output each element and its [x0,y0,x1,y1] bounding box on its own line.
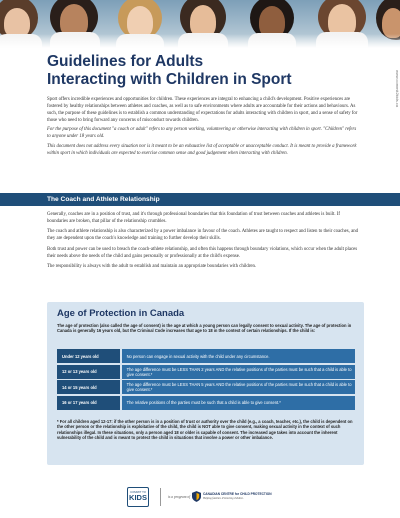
logo-small-text: COMMIT TO [130,490,146,494]
age-cell: 16 or 17 years old [57,396,120,410]
section-body [47,212,360,274]
section-header [0,193,400,206]
title-line-1: Guidelines for Adults [47,53,204,70]
footer [0,480,400,518]
age-table [57,349,355,411]
logo-big-text: KIDS [129,493,147,502]
rule-cell: The age difference must be LESS THAN 5 years AND the relative positions of the parties must be such that a child is able to give consent.* [122,380,355,394]
table-row [57,365,355,379]
rule-cell: The age difference must be LESS THAN 2 years AND the relative positions of the parties must be such that a child is able to give consent.* [122,365,355,379]
rule-cell: The relative positions of the parties must be such that a child is able to give consent.* [122,396,355,410]
body-paragraph: Both trust and power can be used to breach the coach-athlete relationship, and often this happens through boundary violations, which occur when the adult places their needs above the needs of the child and gains personally or professionally at the child's expense. [47,246,358,259]
body-paragraph: The responsibility is always with the adult to establish and maintain an appropriate boundaries with children. [47,263,257,269]
box-footnote: * For all children aged 12-17: if the other person is in a position of trust or authority over the child (e.g., a coach, teacher, etc.), the child is dependent on the other person or the relationship is exploitative of the child, the child is NOT able to give consent, making sexual activity in the context of such relationships illegal. In these situations, only a person aged 18 or older is capable of consent. The increased age takes into account the inherent vulnerability of the child and is meant to protect the child in situations that involve a power or other imbalance. [57,419,353,441]
commit-to-kids-logo [127,487,149,507]
title-line-2: Interacting with Children in Sport [47,71,292,88]
box-title: Age of Protection in Canada [57,308,185,319]
table-row [57,349,355,363]
age-cell: 12 or 13 years old [57,365,120,379]
shield-icon [192,491,201,502]
table-row [57,380,355,394]
section-title: The Coach and Athlete Relationship [47,195,160,203]
body-paragraph: The coach and athlete relationship is also characterized by a power imbalance in favour of the coach. Athletes are taught to respect and listen to their coaches, and they are dependent upon the coach's knowledge and training to further develop their skills. [47,229,359,242]
program-of-text: is a program of [168,495,191,499]
table-row [57,396,355,410]
intro-paragraph: Sport offers incredible experiences and opportunities for children. These experiences are integral to enhancing a child's development. Positive experiences are fostered by healthy relationships between athletes and coaches, as well as to safe environments where adults are accountable for their actions and behaviours. As such, the purpose of these guidelines is to establish a common understanding of expectations for adults interacting with children in sport, and a sense of safety for those who need to bring forward any concerns of misconduct towards children. [47,97,358,123]
org-tagline: Helping families. Protecting children. [203,497,244,500]
rule-cell: No person can engage in sexual activity with the child under any circumstance. [122,349,355,363]
box-intro [57,323,355,334]
intro-definition: For the purpose of this document "a coach or adult" refers to any person working, volunteering or otherwise interacting with children in sport. "Children" refers to anyone under 18 years old. [47,127,357,140]
box-intro-bold: The age of protection (also called the age of consent) is the age at which a young person can legally consent to sexual activity. The age of protection in Canada is generally 16 years old, but the Criminal Code increases that age to 18 in the context of certain relationships. If the child is: [57,323,352,334]
body-paragraph: Generally, coaches are in a position of trust, and it's through professional boundaries that this foundation of trust between coaches and athletes is built. If boundaries are broken, that pillar of the relationship crumbles. [47,212,340,224]
age-of-protection-box [47,302,364,465]
side-url-tab: www.commit2kids.ca [395,70,400,108]
intro-disclaimer: This document does not address every situation nor is it meant to be an exhaustive list of acceptable or unacceptable conduct. It is meant to provide a framework within sport in which individuals are expected to exercise common sense and good judgement when interacting with children. [47,144,357,156]
header-photo [0,0,400,48]
footer-divider [160,488,161,506]
org-name: CANADIAN CENTRE for CHILD PROTECTION [203,492,272,496]
page-title [47,53,367,89]
intro-text [47,97,360,161]
age-cell: Under 12 years old [57,349,120,363]
age-cell: 14 or 15 years old [57,380,120,394]
